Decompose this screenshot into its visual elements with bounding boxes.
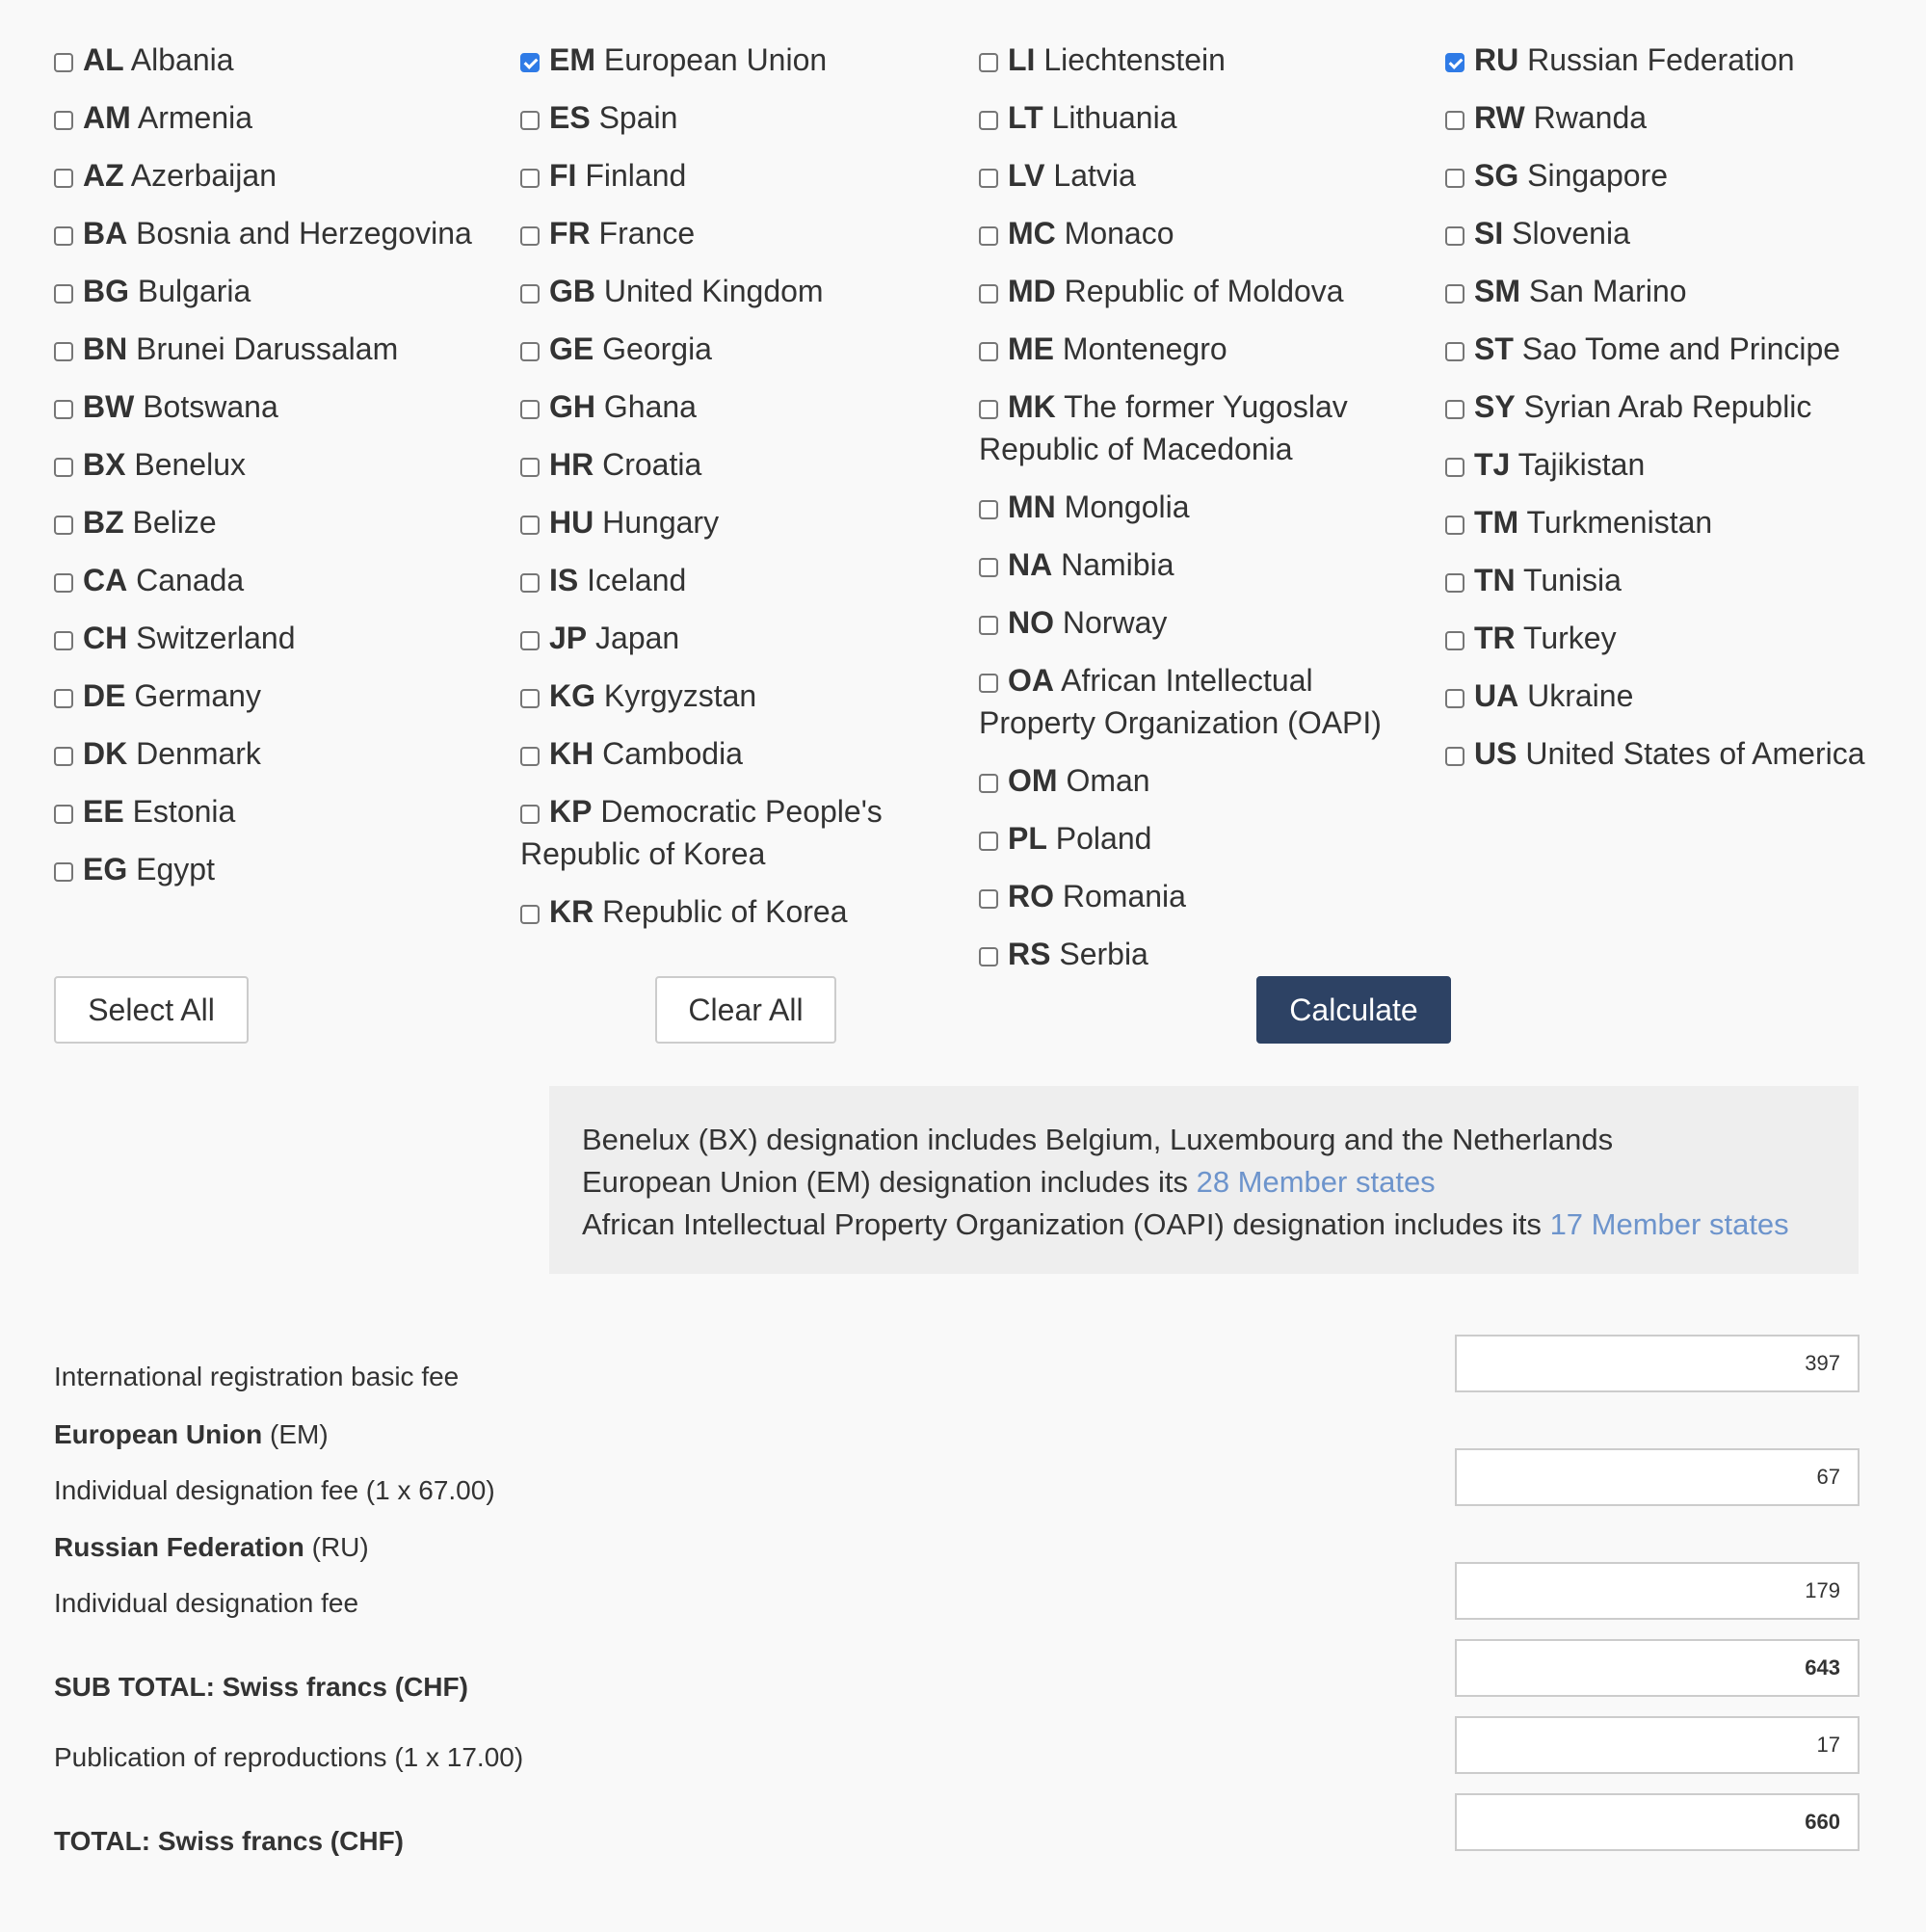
country-checkbox[interactable] <box>520 905 540 924</box>
country-checkbox[interactable] <box>979 400 998 419</box>
country-option-ro[interactable] <box>979 875 1422 917</box>
country-code: GB <box>549 274 595 308</box>
country-code: JP <box>549 621 588 655</box>
country-code: FR <box>549 216 591 251</box>
country-code: PL <box>1008 821 1047 856</box>
country-code: BZ <box>83 505 124 540</box>
country-name: Liechtenstein <box>1043 42 1226 77</box>
country-option-mk[interactable] <box>979 385 1422 470</box>
country-code: MD <box>1008 274 1056 308</box>
country-option-bg[interactable] <box>54 270 478 312</box>
country-option-sg[interactable] <box>1445 154 1879 197</box>
country-option-tm[interactable] <box>1445 501 1879 543</box>
country-name: Namibia <box>1061 547 1174 582</box>
country-column-4 <box>1445 39 1879 790</box>
country-option-ca[interactable] <box>54 559 478 601</box>
country-option-eg[interactable] <box>54 848 478 890</box>
country-name: Spain <box>598 100 678 135</box>
country-checkbox[interactable] <box>54 284 73 304</box>
country-name: Benelux <box>134 447 246 482</box>
country-checkbox[interactable] <box>520 805 540 824</box>
country-option-oa[interactable] <box>979 659 1422 744</box>
country-checkbox[interactable] <box>520 284 540 304</box>
country-option-bw[interactable] <box>54 385 478 428</box>
country-name: Republic of Moldova <box>1064 274 1344 308</box>
country-option-az[interactable] <box>54 154 478 197</box>
country-option-bn[interactable] <box>54 328 478 370</box>
country-code: UA <box>1474 678 1519 713</box>
country-name: France <box>598 216 696 251</box>
clear-all-button[interactable]: Clear All <box>655 976 836 1044</box>
eu-fee-field[interactable]: 67 <box>1455 1448 1860 1506</box>
country-checkbox[interactable] <box>520 53 540 72</box>
country-option-tn[interactable] <box>1445 559 1879 601</box>
country-code: EE <box>83 794 124 829</box>
oapi-note <box>582 1204 1859 1246</box>
country-option-na[interactable] <box>979 543 1422 586</box>
country-option-gh[interactable] <box>520 385 944 428</box>
country-checkbox[interactable] <box>54 747 73 766</box>
country-option-tr[interactable] <box>1445 617 1879 659</box>
country-name: Botswana <box>143 389 278 424</box>
country-name: European Union <box>603 42 828 77</box>
country-checkbox[interactable] <box>1445 631 1464 650</box>
country-option-kp[interactable] <box>520 790 944 875</box>
country-name: Singapore <box>1527 158 1669 193</box>
eu-member-states-link[interactable]: 28 Member states <box>1196 1165 1436 1199</box>
country-column-1 <box>54 39 478 906</box>
country-code: BW <box>83 389 135 424</box>
subtotal-label: SUB TOTAL: Swiss francs (CHF) <box>54 1672 468 1702</box>
country-checkbox[interactable] <box>979 616 998 635</box>
country-option-ba[interactable] <box>54 212 478 254</box>
country-code: ES <box>549 100 591 135</box>
country-code: DE <box>83 678 126 713</box>
country-name: Japan <box>595 621 680 655</box>
country-checkbox[interactable] <box>54 631 73 650</box>
country-option-am[interactable] <box>54 96 478 139</box>
country-code: TJ <box>1474 447 1511 482</box>
country-column-3 <box>979 39 1422 991</box>
country-code: OM <box>1008 763 1058 798</box>
country-option-is[interactable] <box>520 559 944 601</box>
country-checkbox[interactable] <box>520 458 540 477</box>
country-checkbox[interactable] <box>1445 111 1464 130</box>
country-code: TN <box>1474 563 1516 597</box>
country-option-ge[interactable] <box>520 328 944 370</box>
country-name: Lithuania <box>1051 100 1177 135</box>
country-name: Cambodia <box>602 736 743 771</box>
country-name: Belize <box>132 505 217 540</box>
country-name: Canada <box>136 563 245 597</box>
country-checkbox[interactable] <box>1445 169 1464 188</box>
eu-fee-heading <box>54 1419 329 1450</box>
country-checkbox[interactable] <box>520 516 540 535</box>
oapi-member-states-link[interactable]: 17 Member states <box>1549 1207 1789 1241</box>
country-name: Iceland <box>587 563 687 597</box>
country-checkbox[interactable] <box>979 500 998 519</box>
country-checkbox[interactable] <box>979 111 998 130</box>
country-option-pl[interactable] <box>979 817 1422 860</box>
country-name: Georgia <box>602 331 712 366</box>
country-code: MN <box>1008 490 1056 524</box>
country-option-rs[interactable] <box>979 933 1422 975</box>
country-option-ua[interactable] <box>1445 675 1879 717</box>
benelux-note: Benelux (BX) designation includes Belgium, Luxembourg and the Netherlands <box>582 1123 1614 1156</box>
country-checkbox[interactable] <box>54 458 73 477</box>
country-code: CA <box>83 563 128 597</box>
country-checkbox[interactable] <box>54 573 73 593</box>
country-code: BA <box>83 216 128 251</box>
country-checkbox[interactable] <box>979 169 998 188</box>
country-option-sm[interactable] <box>1445 270 1879 312</box>
country-code: BG <box>83 274 129 308</box>
country-name: United States of America <box>1525 736 1865 771</box>
country-name: Norway <box>1062 605 1168 640</box>
country-option-lt[interactable] <box>979 96 1422 139</box>
country-code: CH <box>83 621 128 655</box>
country-name: Kyrgyzstan <box>603 678 757 713</box>
country-checkbox[interactable] <box>1445 53 1464 72</box>
country-list <box>54 39 1865 973</box>
country-name: Brunei Darussalam <box>136 331 399 366</box>
country-name: Sao Tome and Principe <box>1521 331 1841 366</box>
country-code: KP <box>549 794 593 829</box>
country-checkbox[interactable] <box>1445 284 1464 304</box>
country-name: Syrian Arab Republic <box>1523 389 1812 424</box>
country-name: Ghana <box>603 389 697 424</box>
eu-note-text: European Union (EM) designation includes its <box>582 1165 1197 1199</box>
country-code: BX <box>83 447 126 482</box>
country-checkbox[interactable] <box>979 947 998 966</box>
country-code: BN <box>83 331 128 366</box>
country-code: SM <box>1474 274 1520 308</box>
country-option-lv[interactable] <box>979 154 1422 197</box>
country-checkbox[interactable] <box>520 111 540 130</box>
country-checkbox[interactable] <box>1445 400 1464 419</box>
country-code: DK <box>83 736 128 771</box>
country-checkbox[interactable] <box>520 631 540 650</box>
country-name: Bosnia and Herzegovina <box>136 216 472 251</box>
country-option-hr[interactable] <box>520 443 944 486</box>
country-option-li[interactable] <box>979 39 1422 81</box>
country-code: GE <box>549 331 594 366</box>
country-checkbox[interactable] <box>1445 573 1464 593</box>
country-code: KG <box>549 678 595 713</box>
country-name: Montenegro <box>1062 331 1227 366</box>
country-checkbox[interactable] <box>520 342 540 361</box>
publication-fee-label: Publication of reproductions (1 x 17.00) <box>54 1742 524 1772</box>
country-option-rw[interactable] <box>1445 96 1879 139</box>
country-code: EG <box>83 852 128 887</box>
country-name: Estonia <box>132 794 236 829</box>
country-checkbox[interactable] <box>1445 516 1464 535</box>
country-checkbox[interactable] <box>54 805 73 824</box>
country-option-fi[interactable] <box>520 154 944 197</box>
country-name: Monaco <box>1064 216 1174 251</box>
country-option-em[interactable] <box>520 39 944 81</box>
ru-fee-field[interactable]: 179 <box>1455 1562 1860 1620</box>
country-name: Serbia <box>1059 937 1148 971</box>
country-name: Hungary <box>602 505 720 540</box>
country-code: TM <box>1474 505 1519 540</box>
country-name: Denmark <box>136 736 261 771</box>
country-name: African Intellectual Property Organization (OAPI) <box>979 663 1382 740</box>
country-checkbox[interactable] <box>520 400 540 419</box>
country-name: Latvia <box>1053 158 1136 193</box>
country-code: HR <box>549 447 594 482</box>
country-checkbox[interactable] <box>520 689 540 708</box>
country-code: AZ <box>83 158 124 193</box>
total-field[interactable]: 660 <box>1455 1793 1860 1851</box>
country-checkbox[interactable] <box>979 226 998 246</box>
country-name: San Marino <box>1528 274 1687 308</box>
country-option-bz[interactable] <box>54 501 478 543</box>
country-option-fr[interactable] <box>520 212 944 254</box>
country-option-md[interactable] <box>979 270 1422 312</box>
country-option-st[interactable] <box>1445 328 1879 370</box>
country-name: Mongolia <box>1064 490 1190 524</box>
country-code: FI <box>549 158 577 193</box>
country-code: SY <box>1474 389 1516 424</box>
country-checkbox[interactable] <box>54 169 73 188</box>
country-name: Romania <box>1062 879 1186 913</box>
country-option-es[interactable] <box>520 96 944 139</box>
country-checkbox[interactable] <box>979 284 998 304</box>
country-name: Tunisia <box>1522 563 1622 597</box>
country-option-kr[interactable] <box>520 890 944 933</box>
country-checkbox[interactable] <box>1445 458 1464 477</box>
country-checkbox[interactable] <box>979 889 998 909</box>
country-code: LI <box>1008 42 1036 77</box>
country-name: Albania <box>130 42 234 77</box>
country-checkbox[interactable] <box>54 400 73 419</box>
basic-fee-label: International registration basic fee <box>54 1362 460 1391</box>
country-option-mc[interactable] <box>979 212 1422 254</box>
country-option-dk[interactable] <box>54 732 478 775</box>
country-option-al[interactable] <box>54 39 478 81</box>
country-code: AM <box>83 100 131 135</box>
country-checkbox[interactable] <box>979 674 998 693</box>
country-checkbox[interactable] <box>979 774 998 793</box>
country-code: MC <box>1008 216 1056 251</box>
eu-fee-label: Individual designation fee (1 x 67.00) <box>54 1475 495 1505</box>
country-name: Croatia <box>602 447 702 482</box>
country-code: SG <box>1474 158 1519 193</box>
country-name: Turkey <box>1522 621 1617 655</box>
country-option-hu[interactable] <box>520 501 944 543</box>
country-code: EM <box>549 42 595 77</box>
country-name: United Kingdom <box>603 274 824 308</box>
country-code: KH <box>549 736 594 771</box>
country-name: Germany <box>134 678 261 713</box>
country-name: Democratic People's Republic of Korea <box>520 794 883 871</box>
country-code: RW <box>1474 100 1525 135</box>
country-code: IS <box>549 563 579 597</box>
eu-heading-code: (EM) <box>262 1419 329 1449</box>
country-checkbox[interactable] <box>520 747 540 766</box>
total-label: TOTAL: Swiss francs (CHF) <box>54 1826 405 1856</box>
country-checkbox[interactable] <box>54 862 73 882</box>
country-option-ch[interactable] <box>54 617 478 659</box>
country-checkbox[interactable] <box>979 558 998 577</box>
country-code: GH <box>549 389 595 424</box>
country-option-sy[interactable] <box>1445 385 1879 428</box>
eu-heading-name: European Union <box>54 1419 263 1449</box>
country-checkbox[interactable] <box>54 516 73 535</box>
country-code: KR <box>549 894 594 929</box>
select-all-button[interactable]: Select All <box>54 976 249 1044</box>
country-option-si[interactable] <box>1445 212 1879 254</box>
country-code: RU <box>1474 42 1519 77</box>
country-name: Oman <box>1066 763 1150 798</box>
country-code: TR <box>1474 621 1516 655</box>
country-name: The former Yugoslav Republic of Macedonia <box>979 389 1348 466</box>
country-name: Turkmenistan <box>1526 505 1713 540</box>
country-checkbox[interactable] <box>54 689 73 708</box>
country-code: NA <box>1008 547 1053 582</box>
oapi-note-text: African Intellectual Property Organization (OAPI) designation includes its <box>582 1207 1550 1241</box>
country-code: RS <box>1008 937 1051 971</box>
country-code: LT <box>1008 100 1043 135</box>
country-option-no[interactable] <box>979 601 1422 644</box>
country-code: OA <box>1008 663 1054 698</box>
country-name: Republic of Korea <box>602 894 848 929</box>
country-option-mn[interactable] <box>979 486 1422 528</box>
country-option-de[interactable] <box>54 675 478 717</box>
country-checkbox[interactable] <box>979 832 998 851</box>
country-checkbox[interactable] <box>520 169 540 188</box>
country-checkbox[interactable] <box>520 226 540 246</box>
country-option-tj[interactable] <box>1445 443 1879 486</box>
country-name: Azerbaijan <box>130 158 277 193</box>
ru-fee-label: Individual designation fee <box>54 1588 359 1618</box>
country-code: LV <box>1008 158 1045 193</box>
country-name: Slovenia <box>1512 216 1630 251</box>
country-checkbox[interactable] <box>1445 689 1464 708</box>
country-checkbox[interactable] <box>979 53 998 72</box>
country-option-om[interactable] <box>979 759 1422 802</box>
country-code: ME <box>1008 331 1054 366</box>
designation-info-panel <box>549 1086 1859 1274</box>
country-option-gb[interactable] <box>520 270 944 312</box>
country-option-me[interactable] <box>979 328 1422 370</box>
country-name: Switzerland <box>136 621 296 655</box>
country-code: MK <box>1008 389 1056 424</box>
country-option-ee[interactable] <box>54 790 478 833</box>
country-checkbox[interactable] <box>1445 226 1464 246</box>
country-code: HU <box>549 505 594 540</box>
country-name: Ukraine <box>1527 678 1634 713</box>
country-checkbox[interactable] <box>979 342 998 361</box>
basic-fee-field[interactable]: 397 <box>1455 1335 1860 1392</box>
country-name: Egypt <box>136 852 215 887</box>
country-name: Poland <box>1055 821 1152 856</box>
eu-note <box>582 1161 1859 1204</box>
country-option-kg[interactable] <box>520 675 944 717</box>
country-name: Armenia <box>137 100 253 135</box>
country-code: NO <box>1008 605 1054 640</box>
country-checkbox[interactable] <box>54 53 73 72</box>
country-name: Bulgaria <box>137 274 251 308</box>
country-name: Rwanda <box>1533 100 1648 135</box>
subtotal-field[interactable]: 643 <box>1455 1639 1860 1697</box>
country-name: Tajikistan <box>1517 447 1646 482</box>
country-option-kh[interactable] <box>520 732 944 775</box>
country-checkbox[interactable] <box>1445 747 1464 766</box>
country-checkbox[interactable] <box>54 342 73 361</box>
country-code: ST <box>1474 331 1514 366</box>
country-option-ru[interactable] <box>1445 39 1879 81</box>
country-option-us[interactable] <box>1445 732 1879 775</box>
country-code: AL <box>83 42 124 77</box>
country-code: RO <box>1008 879 1054 913</box>
publication-fee-field[interactable]: 17 <box>1455 1716 1860 1774</box>
country-name: Finland <box>585 158 687 193</box>
country-checkbox[interactable] <box>1445 342 1464 361</box>
calculate-button[interactable]: Calculate <box>1256 976 1451 1044</box>
country-name: Russian Federation <box>1527 42 1795 77</box>
country-checkbox[interactable] <box>54 226 73 246</box>
country-option-bx[interactable] <box>54 443 478 486</box>
country-column-2 <box>520 39 944 948</box>
country-option-jp[interactable] <box>520 617 944 659</box>
country-code: US <box>1474 736 1517 771</box>
ru-fee-heading <box>54 1532 369 1563</box>
ru-heading-code: (RU) <box>303 1532 369 1562</box>
country-checkbox[interactable] <box>520 573 540 593</box>
ru-heading-name: Russian Federation <box>54 1532 304 1562</box>
country-code: SI <box>1474 216 1504 251</box>
country-checkbox[interactable] <box>54 111 73 130</box>
